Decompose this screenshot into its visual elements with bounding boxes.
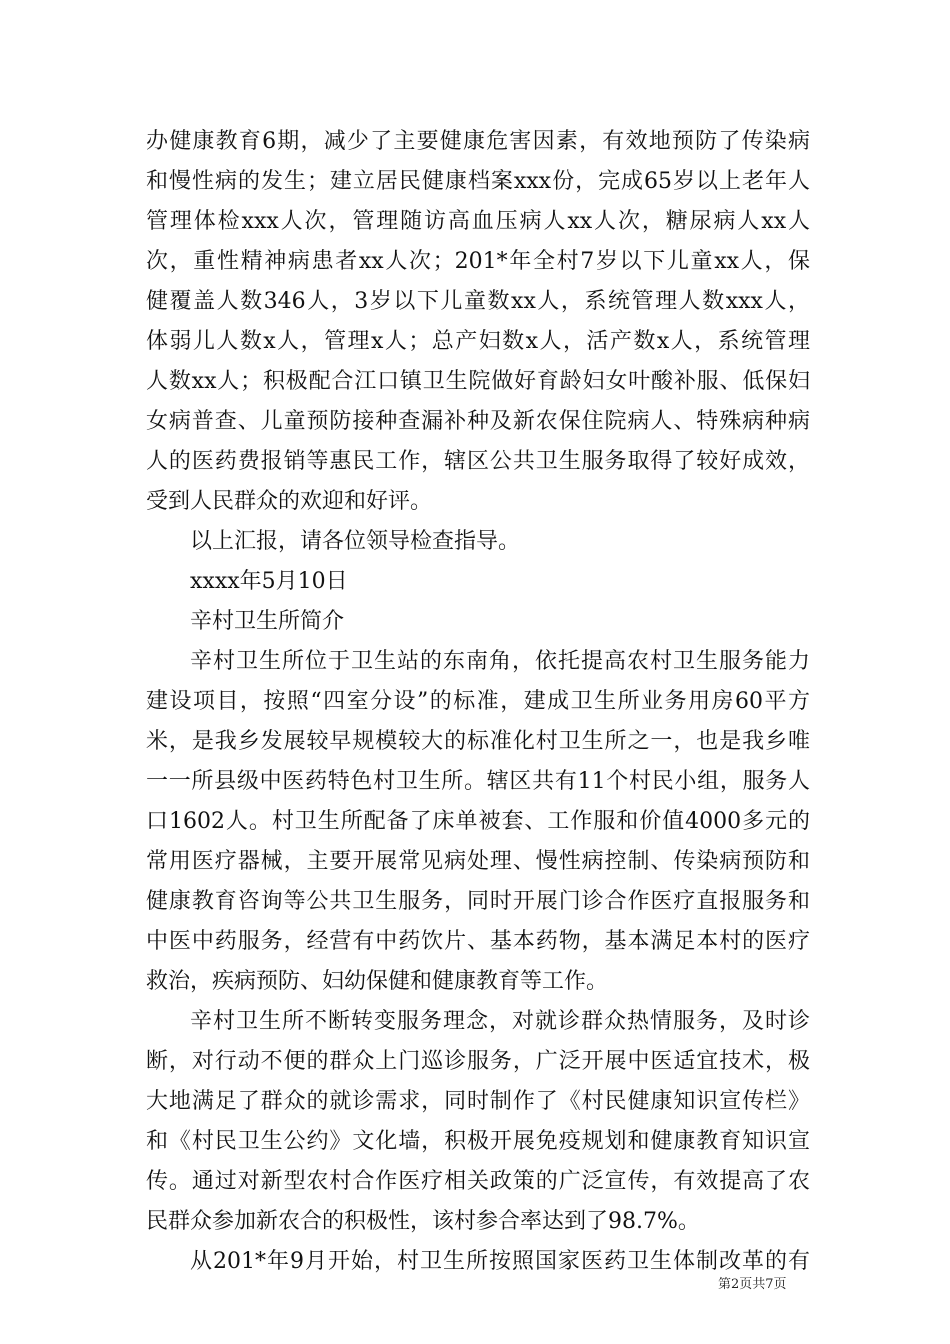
page-number: 第2页共7页 (718, 1277, 787, 1292)
text-line: 米，是我乡发展较早规模较大的标准化村卫生所之一，也是我乡唯 (146, 729, 810, 754)
text-line: 健覆盖人数346人，3岁以下儿童数xx人，系统管理人数xxx人， (146, 289, 810, 314)
text-line: 体弱儿人数x人，管理x人；总产妇数x人，活产数x人，系统管理 (146, 329, 810, 354)
text-line: 一一所县级中医药特色村卫生所。辖区共有11个村民小组，服务人 (146, 769, 810, 794)
text-line: 健康教育咨询等公共卫生服务，同时开展门诊合作医疗直报服务和 (146, 889, 810, 914)
text-line: 口1602人。村卫生所配备了床单被套、工作服和价值4000多元的 (146, 809, 810, 834)
document-body (146, 122, 810, 1282)
text-line: 受到人民群众的欢迎和好评。 (146, 489, 433, 514)
text-line: 从201*年9月开始，村卫生所按照国家医药卫生体制改革的有 (190, 1249, 810, 1274)
text-line: 次，重性精神病患者xx人次；201*年全村7岁以下儿童xx人，保 (146, 249, 810, 274)
text-line: 辛村卫生所位于卫生站的东南角，依托提高农村卫生服务能力 (190, 649, 810, 674)
text-line: 办健康教育6期，减少了主要健康危害因素，有效地预防了传染病 (146, 129, 810, 154)
text-line: 断，对行动不便的群众上门巡诊服务，广泛开展中医适宜技术，极 (146, 1049, 810, 1074)
text-line: 救治，疾病预防、妇幼保健和健康教育等工作。 (146, 969, 609, 994)
text-line: 和慢性病的发生；建立居民健康档案xxx份，完成65岁以上老年人 (146, 169, 810, 194)
text-line: 辛村卫生所不断转变服务理念，对就诊群众热情服务，及时诊 (190, 1009, 810, 1034)
text-line: 人数xx人；积极配合江口镇卫生院做好育龄妇女叶酸补服、低保妇 (146, 369, 810, 394)
text-line: 常用医疗器械，主要开展常见病处理、慢性病控制、传染病预防和 (146, 849, 810, 874)
text-line: 建设项目，按照“四室分设”的标准，建成卫生所业务用房60平方 (146, 689, 810, 714)
text-line: 和《村民卫生公约》文化墙，积极开展免疫规划和健康教育知识宣 (146, 1129, 810, 1154)
text-line: 传。通过对新型农村合作医疗相关政策的广泛宣传，有效提高了农 (146, 1169, 810, 1194)
date-line: xxxx年5月10日 (190, 569, 348, 594)
text-line: 管理体检xxx人次，管理随访高血压病人xx人次，糖尿病人xx人 (146, 209, 810, 234)
closing-line: 以上汇报，请各位领导检查指导。 (190, 529, 521, 554)
text-line: 大地满足了群众的就诊需求，同时制作了《村民健康知识宣传栏》 (146, 1089, 810, 1114)
section-title: 辛村卫生所简介 (190, 609, 345, 634)
text-line: 女病普查、儿童预防接种查漏补种及新农保住院病人、特殊病种病 (146, 409, 810, 434)
text-line: 中医中药服务，经营有中药饮片、基本药物，基本满足本村的医疗 (146, 929, 810, 954)
text-line: 人的医药费报销等惠民工作，辖区公共卫生服务取得了较好成效， (146, 449, 810, 474)
text-line: 民群众参加新农合的积极性，该村参合率达到了98.7%。 (146, 1209, 700, 1234)
